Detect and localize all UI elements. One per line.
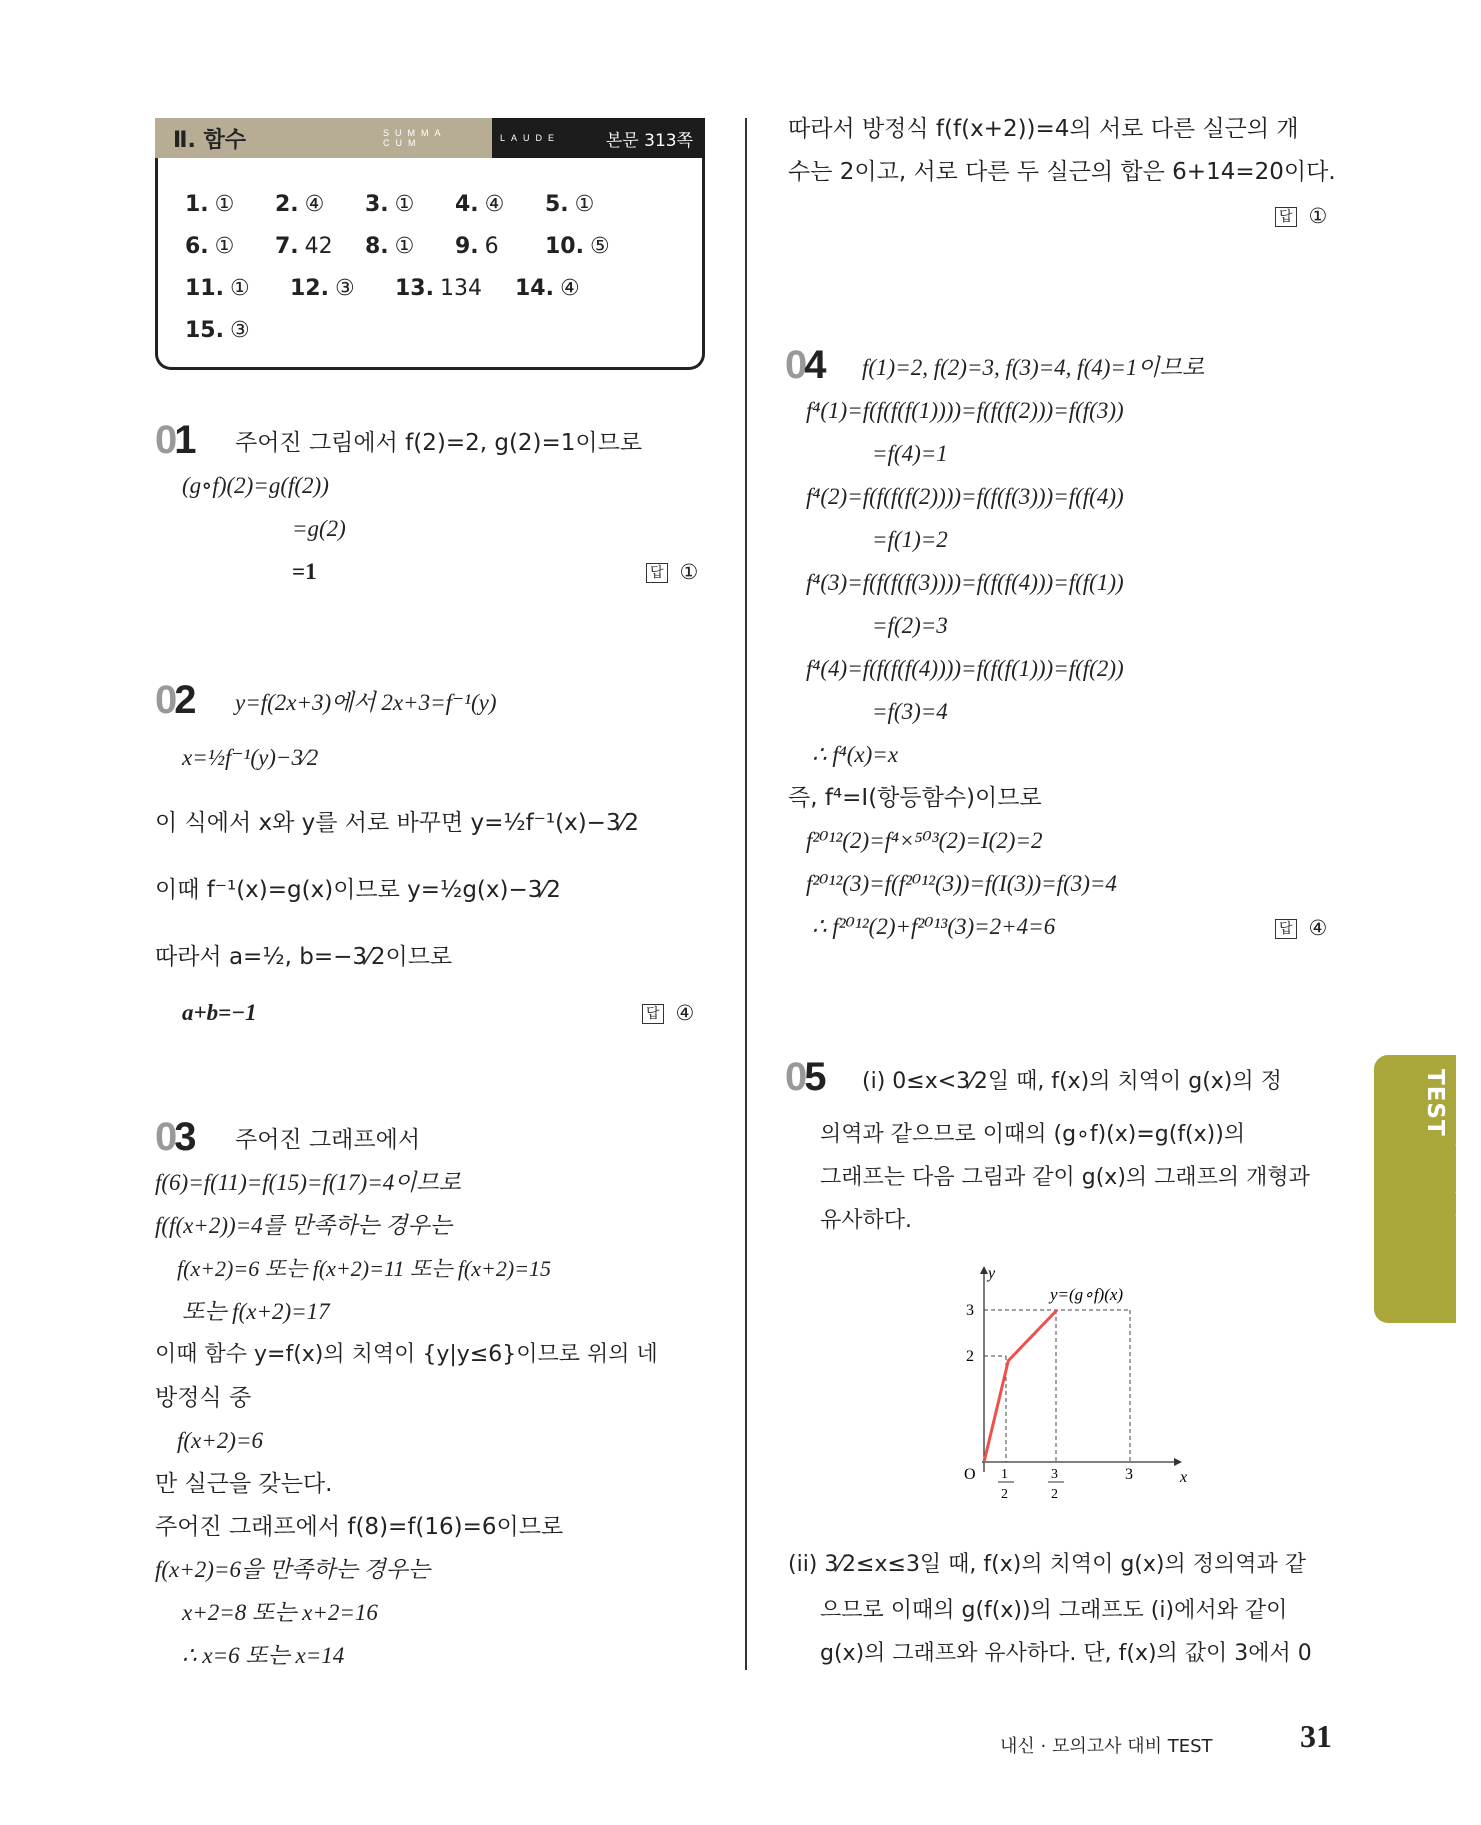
p02-line: y=f(2x+3)에서 2x+3=f⁻¹(y)	[235, 690, 497, 715]
series-text-2: LAUDE	[500, 133, 561, 143]
answer-item: 8. ①	[365, 233, 415, 259]
answer-item: 12. ③	[290, 275, 355, 301]
p04-line: =f(1)=2	[872, 527, 948, 552]
composite-function-graph	[950, 1262, 1190, 1512]
p02-line: 이때 f⁻¹(x)=g(x)이므로 y=½g(x)−3⁄2	[155, 877, 561, 903]
p04-line: ∴ f⁴(x)=x	[812, 742, 899, 767]
x-tick-3half-den: 2	[1051, 1487, 1058, 1502]
origin-label: O	[964, 1466, 976, 1483]
p03-line: f(f(x+2))=4를 만족하는 경우는	[155, 1213, 452, 1238]
p03-line: x+2=8 또는 x+2=16	[182, 1600, 378, 1625]
x-tick-half-num: 1	[1001, 1467, 1008, 1482]
p04-line: f⁴(3)=f(f(f(f(3))))=f(f(f(4)))=f(f(1))	[806, 570, 1124, 595]
answer-row	[185, 225, 685, 267]
p04-line: f⁴(2)=f(f(f(f(2))))=f(f(f(3)))=f(f(4))	[806, 484, 1124, 509]
p05-line: 의역과 같으므로 이때의 (g∘f)(x)=g(f(x))의	[820, 1122, 1246, 1147]
series-text-1: SUMMA CUM	[383, 128, 447, 148]
answer-item: 13. 134	[395, 275, 482, 301]
answer-item: 10. ⑤	[545, 233, 610, 259]
answer-item: 11. ①	[185, 275, 250, 301]
p02-line: 이 식에서 x와 y를 서로 바꾸면 y=½f⁻¹(x)−3⁄2	[155, 810, 640, 836]
p01-line: =1	[292, 559, 317, 584]
page-reference: 본문 313쪽	[605, 130, 693, 151]
p03-line: 만 실근을 갖는다.	[155, 1471, 333, 1497]
problem-number-03: 03	[155, 1115, 194, 1159]
p04-line: f(1)=2, f(2)=3, f(3)=4, f(4)=1이므로	[862, 355, 1205, 380]
p05-line: (ii) 3⁄2≤x≤3일 때, f(x)의 치역이 g(x)의 정의역과 같	[788, 1552, 1306, 1577]
side-tab: 내신·모의고사 대비 TEST	[1374, 1055, 1456, 1323]
y-axis-label: y	[988, 1265, 996, 1282]
p04-line: f⁴(4)=f(f(f(f(4))))=f(f(f(1)))=f(f(2))	[806, 656, 1124, 681]
p05-line: 유사하다.	[820, 1208, 913, 1233]
y-axis-arrow	[980, 1266, 988, 1274]
p04-line: f²⁰¹²(2)=f⁴×⁵⁰³(2)=I(2)=2	[806, 828, 1043, 853]
p03-line: 방정식 중	[155, 1385, 252, 1411]
chapter-title: Ⅱ. 함수	[173, 127, 247, 153]
p03-cont-line: 수는 2이고, 서로 다른 두 실근의 합은 6+14=20이다.	[788, 159, 1336, 185]
curve-label: y=(g∘f)(x)	[1050, 1285, 1124, 1304]
answer-row	[185, 267, 685, 309]
p05-line: 으므로 이때의 g(f(x))의 그래프도 (i)에서와 같이	[820, 1598, 1288, 1623]
p03-line: 이때 함수 y=f(x)의 치역이 {y|y≤6}이므로 위의 네	[155, 1342, 658, 1367]
answer-item: 1. ①	[185, 191, 235, 217]
p03-line: f(x+2)=6 또는 f(x+2)=11 또는 f(x+2)=15	[177, 1256, 552, 1281]
page-number: 31	[1300, 1718, 1332, 1754]
answer-item: 7. 42	[275, 233, 333, 259]
problem-number-01: 01	[155, 418, 194, 462]
problem-number-04: 04	[785, 343, 824, 387]
answer-row	[185, 309, 685, 351]
y-tick-2: 2	[966, 1348, 974, 1365]
answer-mark: 답 ①	[646, 560, 698, 584]
answer-item: 5. ①	[545, 191, 595, 217]
p05-line: 그래프는 다음 그림과 같이 g(x)의 그래프의 개형과	[820, 1165, 1310, 1190]
p01-line: (g∘f)(2)=g(f(2))	[182, 473, 329, 498]
answer-item: 2. ④	[275, 191, 325, 217]
p04-line: 즉, f⁴=I(항등함수)이므로	[788, 785, 1042, 811]
p03-line: 주어진 그래프에서	[235, 1127, 421, 1153]
answer-mark: 답 ④	[642, 1001, 694, 1025]
p03-line: f(x+2)=6을 만족하는 경우는	[155, 1557, 431, 1582]
column-divider	[745, 118, 747, 1670]
y-tick-3: 3	[966, 1302, 974, 1319]
p01-line: =g(2)	[292, 516, 346, 541]
curve-line	[984, 1310, 1057, 1462]
p04-line: =f(3)=4	[872, 699, 948, 724]
answer-item: 15. ③	[185, 317, 250, 343]
p03-line: f(6)=f(11)=f(15)=f(17)=4이므로	[155, 1170, 461, 1195]
p01-line: 주어진 그림에서 f(2)=2, g(2)=1이므로	[235, 430, 643, 456]
p02-line: 따라서 a=½, b=−3⁄2이므로	[155, 944, 453, 970]
p04-line: =f(4)=1	[872, 441, 948, 466]
x-tick-3: 3	[1125, 1466, 1133, 1483]
p04-line: f²⁰¹²(3)=f(f²⁰¹²(3))=f(I(3))=f(3)=4	[806, 871, 1117, 896]
problem-number-05: 05	[785, 1055, 824, 1099]
p03-line: f(x+2)=6	[177, 1428, 263, 1453]
p03-cont-line: 따라서 방정식 f(f(x+2))=4의 서로 다른 실근의 개	[788, 116, 1299, 142]
p03-line: 또는 f(x+2)=17	[182, 1299, 330, 1324]
x-axis-label: x	[1180, 1469, 1188, 1486]
x-tick-3half-num: 3	[1051, 1467, 1058, 1482]
answer-box-header	[155, 118, 705, 158]
answer-item: 4. ④	[455, 191, 505, 217]
answer-mark: 답 ①	[1275, 204, 1327, 228]
p04-line: =f(2)=3	[872, 613, 948, 638]
answer-mark: 답 ④	[1275, 916, 1327, 940]
p03-line: ∴ x=6 또는 x=14	[182, 1643, 345, 1668]
answer-row	[185, 183, 685, 225]
p04-line: f⁴(1)=f(f(f(f(1))))=f(f(f(2)))=f(f(3))	[806, 398, 1124, 423]
x-axis-arrow	[1174, 1458, 1182, 1466]
footer-label: 내신 · 모의고사 대비 TEST	[1000, 1736, 1213, 1757]
answer-item: 6. ①	[185, 233, 235, 259]
answer-item: 9. 6	[455, 233, 499, 259]
p04-line: ∴ f²⁰¹²(2)+f²⁰¹³(3)=2+4=6	[812, 914, 1056, 939]
p02-line: x=½f⁻¹(y)−3⁄2	[182, 745, 319, 770]
answer-item: 14. ④	[515, 275, 580, 301]
p02-line: a+b=−1	[182, 1000, 257, 1025]
answer-grid	[185, 183, 685, 351]
answer-item: 3. ①	[365, 191, 415, 217]
p05-line: (i) 0≤x<3⁄2일 때, f(x)의 치역이 g(x)의 정	[862, 1069, 1282, 1094]
p05-line: g(x)의 그래프와 유사하다. 단, f(x)의 값이 3에서 0	[820, 1641, 1312, 1666]
x-tick-half-den: 2	[1001, 1487, 1008, 1502]
p03-line: 주어진 그래프에서 f(8)=f(16)=6이므로	[155, 1514, 564, 1540]
problem-number-02: 02	[155, 678, 194, 722]
